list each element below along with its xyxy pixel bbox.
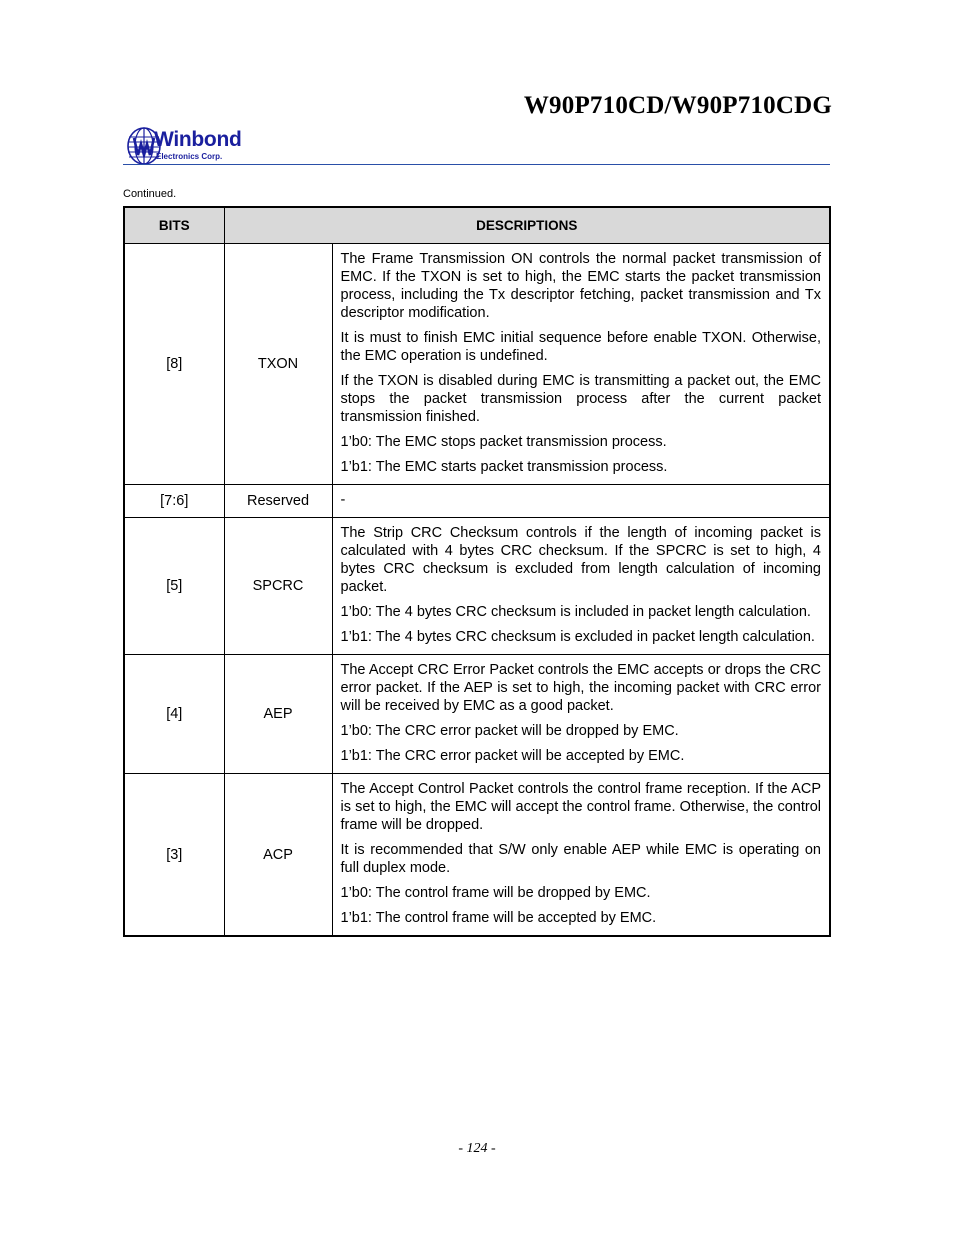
register-bits-table	[123, 206, 831, 937]
bits-column-header: BITS	[124, 207, 224, 244]
table-row	[124, 485, 830, 518]
table-row	[124, 655, 830, 774]
bit-range: [5]	[124, 518, 224, 655]
bit-range: [3]	[124, 774, 224, 937]
description-paragraph: 1’b1: The EMC starts packet transmission process.	[340, 459, 668, 475]
field-name: AEP	[224, 655, 332, 774]
description-paragraph: It is must to finish EMC initial sequence before enable TXON. Otherwise, the EMC operation is undefined.	[340, 330, 821, 364]
field-name: Reserved	[224, 485, 332, 518]
description-paragraph: 1’b1: The control frame will be accepted by EMC.	[340, 910, 657, 926]
logo-wordmark: Winbond	[154, 128, 242, 151]
description-paragraph: The Strip CRC Checksum controls if the length of incoming packet is calculated with 4 bytes CRC checksum. If the SPCRC is set to high, 4 bytes CRC checksum is excluded from length calculation of incoming packet.	[340, 525, 821, 595]
description-paragraph: 1’b0: The CRC error packet will be dropped by EMC.	[340, 723, 679, 739]
description-paragraph: It is recommended that S/W only enable AEP while EMC is operating on full duplex mode.	[340, 842, 821, 876]
field-description	[332, 485, 830, 518]
description-paragraph: If the TXON is disabled during EMC is transmitting a packet out, the EMC stops the packet transmission process after the current packet transmission finished.	[340, 373, 821, 425]
winbond-logo	[127, 125, 257, 165]
field-name: ACP	[224, 774, 332, 937]
description-paragraph: 1’b1: The 4 bytes CRC checksum is excluded in packet length calculation.	[340, 629, 815, 645]
description-paragraph: The Frame Transmission ON controls the normal packet transmission of EMC. If the TXON is set to high, the EMC starts the packet transmission process, including the Tx descriptor fetching, packet transmission and Tx descriptor modification.	[340, 251, 821, 321]
bit-range: [4]	[124, 655, 224, 774]
field-description	[332, 655, 830, 774]
descriptions-column-header: DESCRIPTIONS	[224, 207, 830, 244]
table-row	[124, 244, 830, 485]
description-paragraph: -	[340, 492, 346, 508]
description-paragraph: 1’b0: The 4 bytes CRC checksum is included in packet length calculation.	[340, 604, 811, 620]
description-paragraph: 1’b0: The EMC stops packet transmission process.	[340, 434, 667, 450]
bit-range: [8]	[124, 244, 224, 485]
description-paragraph: The Accept Control Packet controls the control frame reception. If the ACP is set to high, the EMC will accept the control frame. Otherwise, the control frame will be dropped.	[340, 781, 821, 833]
field-description	[332, 244, 830, 485]
description-paragraph: 1’b0: The control frame will be dropped by EMC.	[340, 885, 651, 901]
logo-subtitle: Electronics Corp.	[156, 152, 223, 161]
table-row	[124, 518, 830, 655]
header-divider	[123, 164, 830, 165]
field-description	[332, 518, 830, 655]
field-description	[332, 774, 830, 937]
document-title: W90P710CD/W90P710CDG	[523, 92, 832, 119]
table-row	[124, 774, 830, 937]
table-header-row	[124, 207, 830, 244]
bit-range: [7:6]	[124, 485, 224, 518]
description-paragraph: 1’b1: The CRC error packet will be accepted by EMC.	[340, 748, 685, 764]
field-name: TXON	[224, 244, 332, 485]
continued-label: Continued.	[123, 188, 177, 200]
description-paragraph: The Accept CRC Error Packet controls the EMC accepts or drops the CRC error packet. If the AEP is set to high, the incoming packet with CRC error will be received by EMC as a good packet.	[340, 662, 821, 714]
page-number: - 124 -	[458, 1141, 496, 1156]
field-name: SPCRC	[224, 518, 332, 655]
